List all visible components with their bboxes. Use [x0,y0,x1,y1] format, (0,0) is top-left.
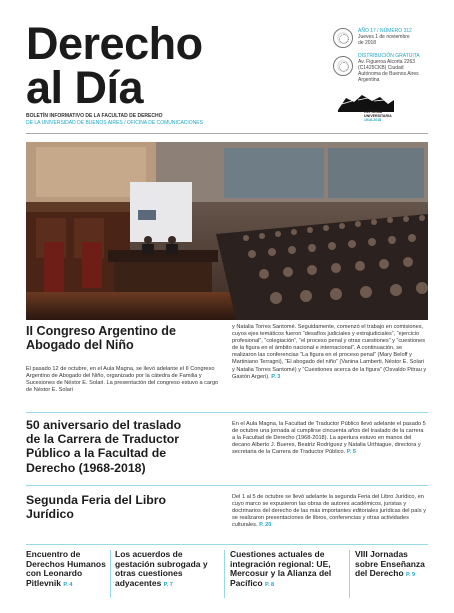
distribution-info [358,53,450,83]
reforma-line-3: 1918-2018 [364,118,382,123]
article-1-title-line-2: Abogado del Niño [26,338,134,353]
address-2: (C1425CKB) Ciudad [358,65,404,71]
masthead-line-2: al Día [26,62,144,113]
issue-number: AÑO 17 / NÚMERO 312 [358,28,412,34]
article-1-right-text [232,324,428,381]
subtitle-line-1: BOLETÍN INFORMATIVO DE LA FACULTAD DE DERECHO [26,113,163,119]
issue-date-2: de 2018 [358,40,377,46]
teaser-separator-3 [349,550,350,598]
teaser-4[interactable] [355,550,431,581]
article-2-title [26,418,231,475]
teaser-4-title: VIII Jornadas sobre Enseñanza del Derecho [355,549,425,579]
teaser-1-page: P. 4 [63,581,73,588]
distribution-label: DISTRIBUCIÓN GRATUITA [358,53,420,59]
reforma-line-1: REFORMA [364,110,383,114]
article-3-title-line-1: Segunda Feria del Libro [26,493,167,507]
teaser-2-page: P. 7 [163,581,173,588]
address-4: Argentina [358,77,380,83]
article-3-title [26,493,226,521]
article-3-text [232,494,428,529]
article-2-title-line-1: 50 aniversario del traslado [26,418,182,432]
divider-1 [26,412,428,413]
teaser-3-page: P. 8 [264,581,275,588]
article-1-left-text: El pasado 12 de octubre, en el Aula Magna, se llevó adelante el II Congreso Argentino de Abogado del Niño, organizado por la cátedra de Familia y Sucesiones de Néstor E. Solari. La presentación del congreso estuvo a cargo de Néstor E. Solari [26,366,219,394]
article-2-body: En el Aula Magna, la Facultad de Traductor Público llevó adelante el pasado 5 de octubre una jornada al cumplirse cincuenta años del traslado de la carrera a la Facultad de Derecho (1968-2018). La apertura estuvo en manos del decano Alberto J. Bueres, Beatriz Rodríguez y Natalia Urthiague, directora y secretaria de la Carrera de Traductor Público. [232,421,426,456]
article-3-body: Del 1 al 5 de octubre se llevó adelante la segunda Feria del Libro Jurídico, en cuyo marco se expusieron las obras de autores académicos, juristas y doctrinarios del derecho de las más importantes editoriales jurídicas del país y se realizaron presentaciones de libros, conferencias y otras actividades culturales. [232,494,427,529]
article-1-right-body: y Natalia Torres Santomé. Seguidamente, comenzó el trabajo en comisiones, cuyos ejes temáticos fueron “desafíos judiciales y extrajudiciales”, “ejercicio profesional”, “colegiación”, “el proceso penal y otras cuestiones” y “cuestiones de la figura en el ámbito nacional e internacional”. A continuación, se realizaron las conferencias “La figura en el proceso penal” (Mary Beloff y Martiniano Terragni), “El abogado del niño” (Vanina Lamberti, Néstor E. Solari y Natalia Torres Santomé) y “Cuestiones acerca de la figura” (Osvaldo Pitrau y Gastón Argeri). [232,324,427,380]
faculty-seal-icon [333,28,353,48]
article-2-title-line-4: Derecho (1968-2018) [26,460,146,475]
article-2-title-line-3: Público a la Facultad de [26,446,167,461]
masthead [26,18,236,113]
teaser-3[interactable] [230,550,346,590]
article-2-page-link[interactable]: P. 5 [346,449,356,456]
divider-3 [26,544,428,545]
article-1-page-link[interactable]: P. 3 [271,373,281,380]
issue-date-1: Jueves 1 de noviembre [358,34,410,40]
teaser-4-page: P. 9 [406,572,416,579]
article-2-title-line-2: de la Carrera de Traductor [26,432,180,447]
subtitle [26,113,256,126]
cover-photo [26,142,428,320]
article-2-text [232,421,428,456]
masthead-line-1: Derecho [26,18,203,69]
teaser-1[interactable] [26,550,108,590]
divider-2 [26,485,428,486]
issue-info [358,28,448,46]
university-seal-icon [333,56,353,76]
article-3-page-link[interactable]: P. 20 [259,522,272,529]
teaser-separator-1 [110,550,111,598]
teaser-2[interactable] [115,550,219,590]
subtitle-line-2: DE LA UNIVERSIDAD DE BUENOS AIRES / OFICINA DE COMUNICACIONES [26,119,203,126]
reforma-line-2: UNIVERSITARIA [364,114,392,119]
aula-magna-photo [26,142,428,320]
teaser-1-title: Encuentro de Derechos Humanos con Leonardo Pitlevnik [26,549,106,588]
address-1: Av. Figueroa Alcorta 2263 [358,59,416,65]
reforma-logo [334,92,410,124]
teaser-3-title: Cuestiones actuales de integración regional: UE, Mercosur y la Alianza del Pacífico [230,549,332,588]
header-divider [26,133,428,134]
teaser-separator-2 [224,550,225,598]
address-3: Autónoma de Buenos Aires [358,71,419,77]
article-1-title-line-1: II Congreso Argentino de [26,324,176,338]
article-1-title [26,324,226,352]
article-3-title-line-2: Jurídico [26,507,74,522]
teaser-2-title: Los acuerdos de gestación subrogada y otras cuestiones adyacentes [115,549,208,588]
